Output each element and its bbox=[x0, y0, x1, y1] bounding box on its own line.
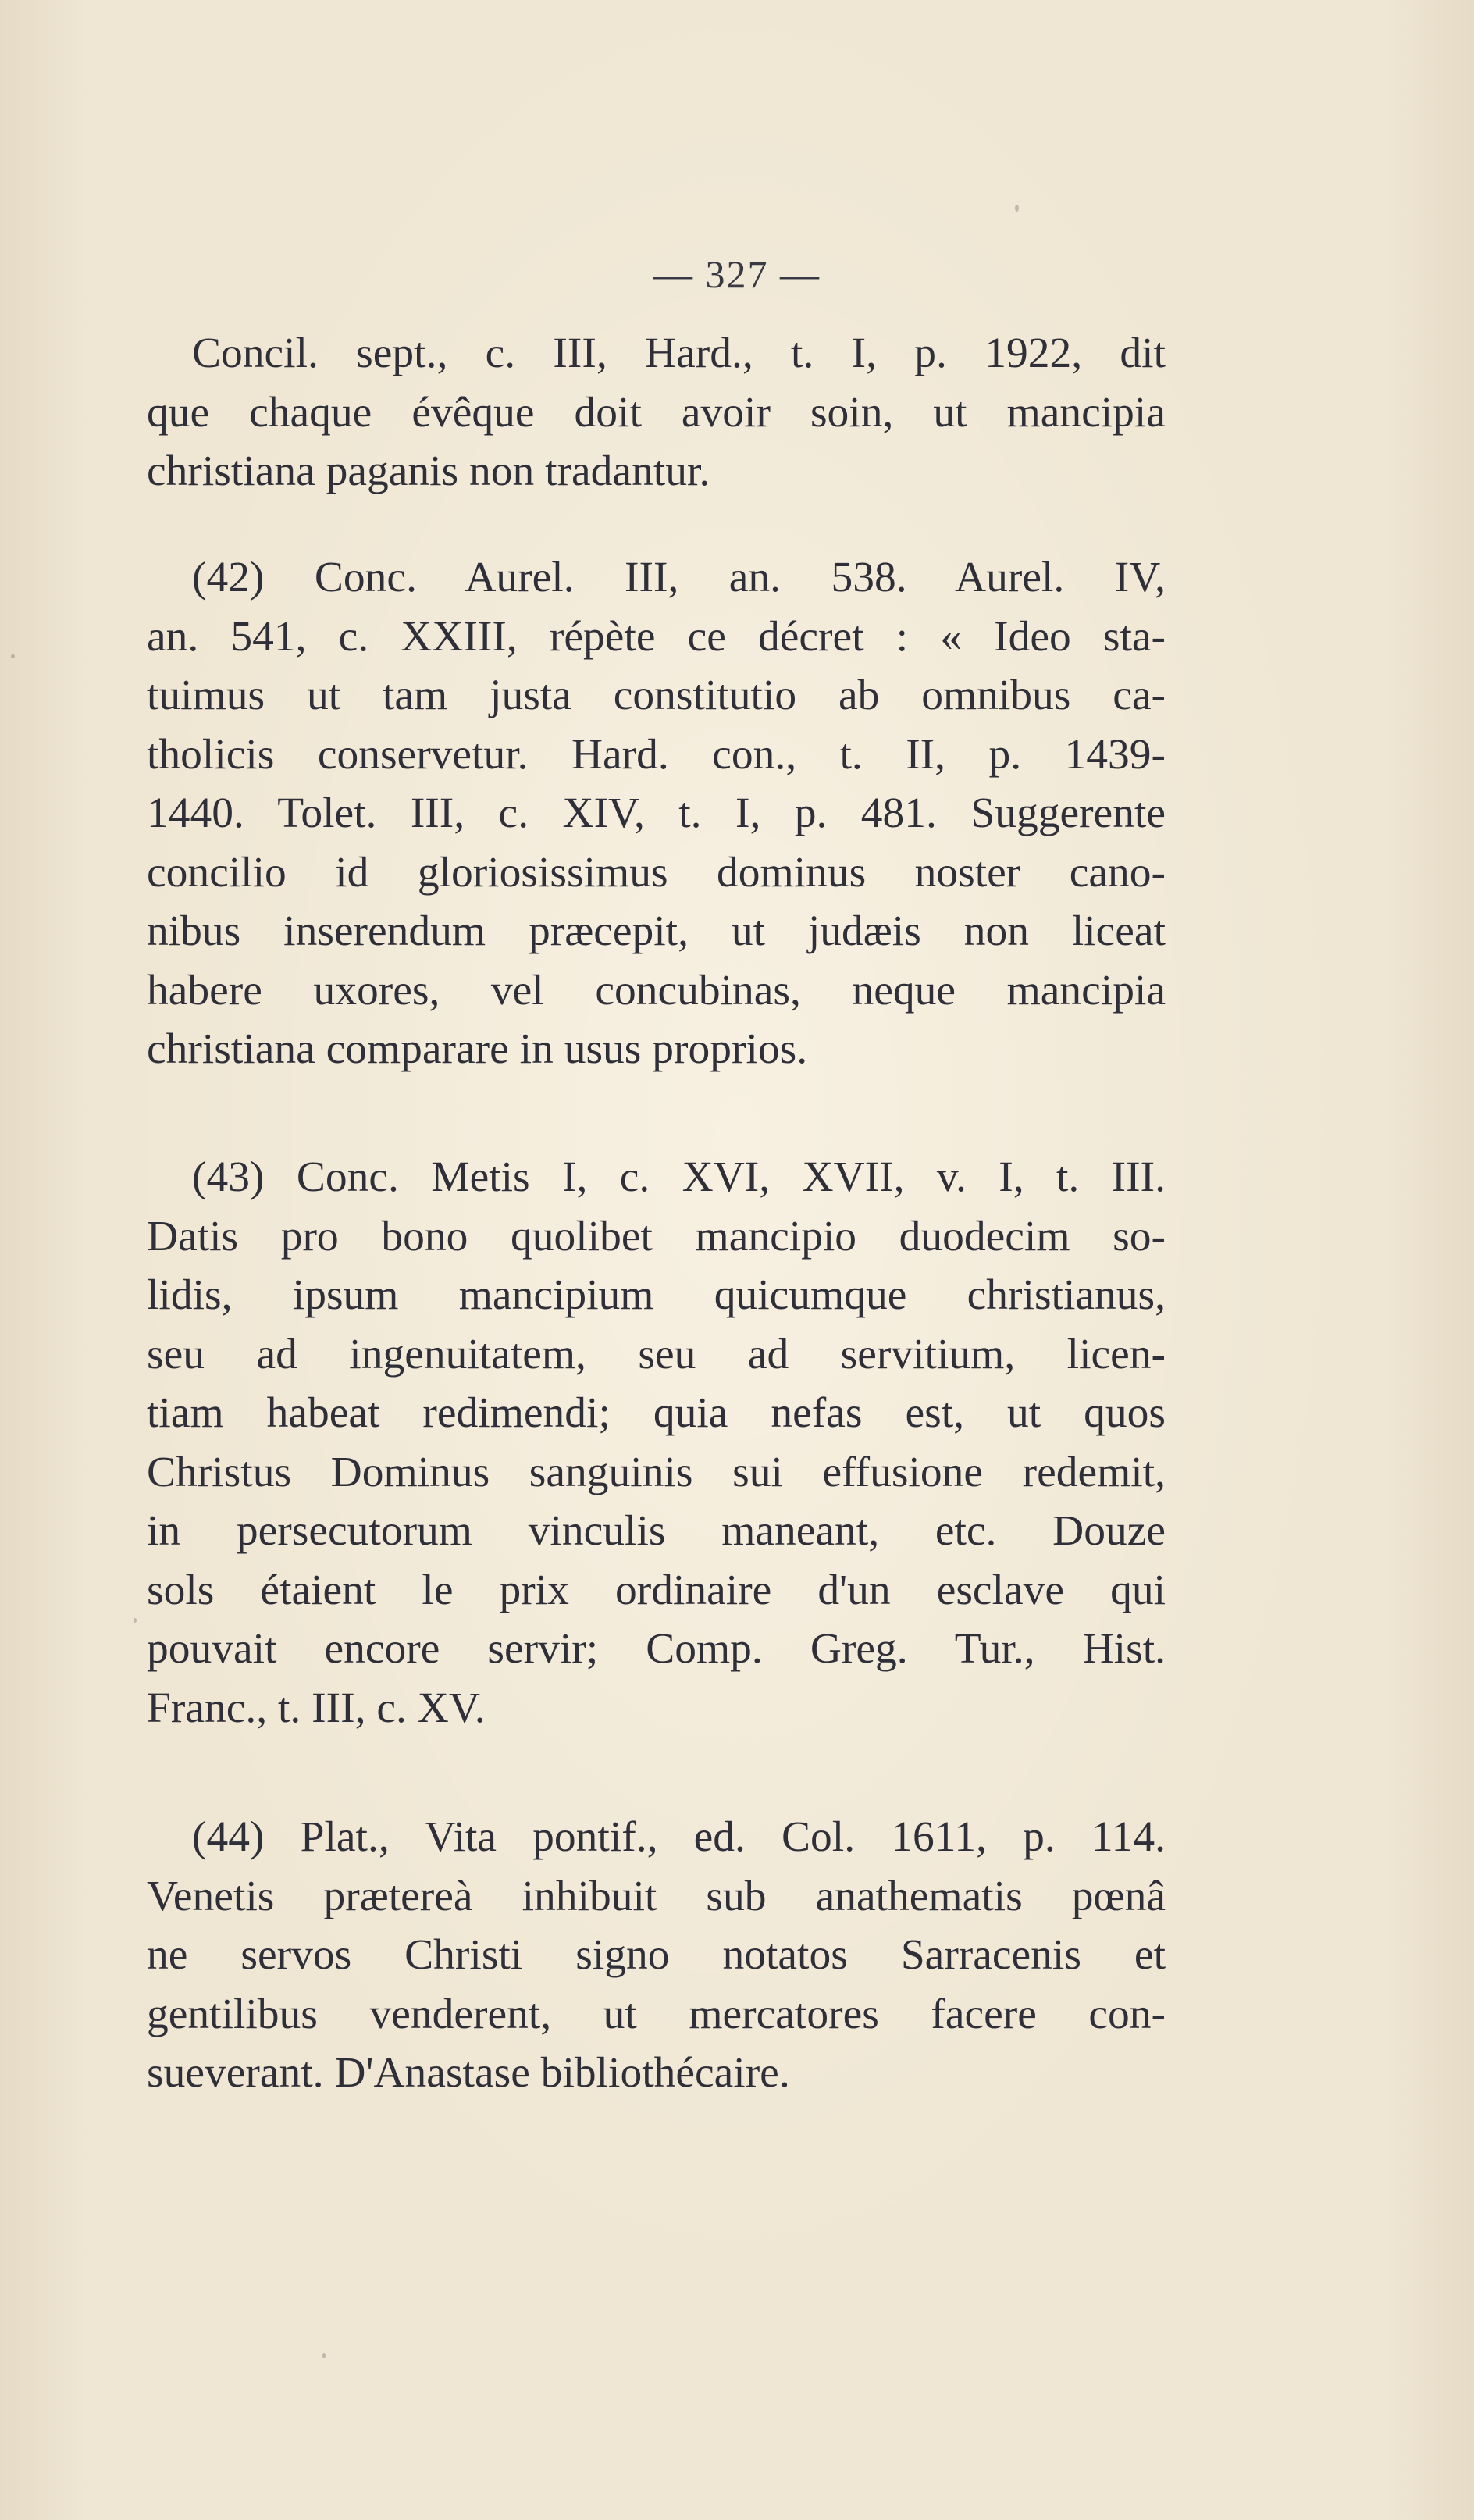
text-line: nibus inserendum præcepit, ut judæis non liceat bbox=[147, 907, 1166, 955]
text-line: concilio id gloriosissimus dominus noster cano- bbox=[147, 848, 1166, 896]
paper-speck bbox=[322, 2353, 326, 2358]
text-line: Venetis prætereà inhibuit sub anathematis pœnâ bbox=[147, 1872, 1166, 1920]
text-line: Christus Dominus sanguinis sui effusione redemit, bbox=[147, 1448, 1166, 1496]
text-line: christiana paganis non tradantur. bbox=[147, 447, 710, 495]
text-line: tiam habeat redimendi; quia nefas est, ut quos bbox=[147, 1389, 1166, 1437]
text-line: christiana comparare in usus proprios. bbox=[147, 1025, 808, 1073]
text-line: Concil. sept., c. III, Hard., t. I, p. 1922, dit bbox=[192, 330, 1166, 377]
text-line: ne servos Christi signo notatos Sarracenis et bbox=[147, 1931, 1166, 1979]
text-line: Franc., t. III, c. XV. bbox=[147, 1684, 486, 1732]
text-line: tholicis conservetur. Hard. con., t. II, p. 1439- bbox=[147, 730, 1166, 779]
text-line: Datis pro bono quolibet mancipio duodecim so- bbox=[147, 1212, 1166, 1260]
footnote-44 bbox=[147, 1808, 1166, 2103]
text-line: (44) Plat., Vita pontif., ed. Col. 1611, p. 114. bbox=[192, 1813, 1166, 1861]
text-line: gentilibus venderent, ut mercatores facere con- bbox=[147, 1990, 1166, 2038]
text-line: pouvait encore servir; Comp. Greg. Tur., Hist. bbox=[147, 1625, 1166, 1673]
footnote-42 bbox=[147, 548, 1166, 1079]
text-line: tuimus ut tam justa constitutio ab omnibus ca- bbox=[147, 672, 1166, 719]
footnote-43 bbox=[147, 1148, 1166, 1738]
text-line: in persecutorum vinculis maneant, etc. Douze bbox=[147, 1507, 1166, 1555]
text-line: sols étaient le prix ordinaire d'un esclave qui bbox=[147, 1566, 1166, 1614]
paper-speck bbox=[11, 654, 15, 658]
paper-speck bbox=[134, 1618, 137, 1623]
text-line: (42) Conc. Aurel. III, an. 538. Aurel. IV, bbox=[192, 554, 1166, 601]
text-line: sueverant. D'Anastase bibliothécaire. bbox=[147, 2049, 790, 2097]
text-line: que chaque évêque doit avoir soin, ut mancipia bbox=[147, 388, 1166, 437]
text-line: (43) Conc. Metis I, c. XVI, XVII, v. I, t. III. bbox=[192, 1153, 1166, 1201]
text-line: seu ad ingenuitatem, seu ad servitium, licen- bbox=[147, 1330, 1166, 1378]
text-line: habere uxores, vel concubinas, neque mancipia bbox=[147, 966, 1166, 1014]
page-number: — 327 — bbox=[653, 252, 821, 296]
text-line: 1440. Tolet. III, c. XIV, t. I, p. 481. Suggerente bbox=[147, 790, 1166, 837]
text-line: lidis, ipsum mancipium quicumque christianus, bbox=[147, 1271, 1166, 1319]
paragraph-intro bbox=[147, 324, 1166, 501]
text-line: an. 541, c. XXIII, répète ce décret : « Ideo sta- bbox=[147, 612, 1166, 661]
paper-speck bbox=[1015, 205, 1019, 212]
